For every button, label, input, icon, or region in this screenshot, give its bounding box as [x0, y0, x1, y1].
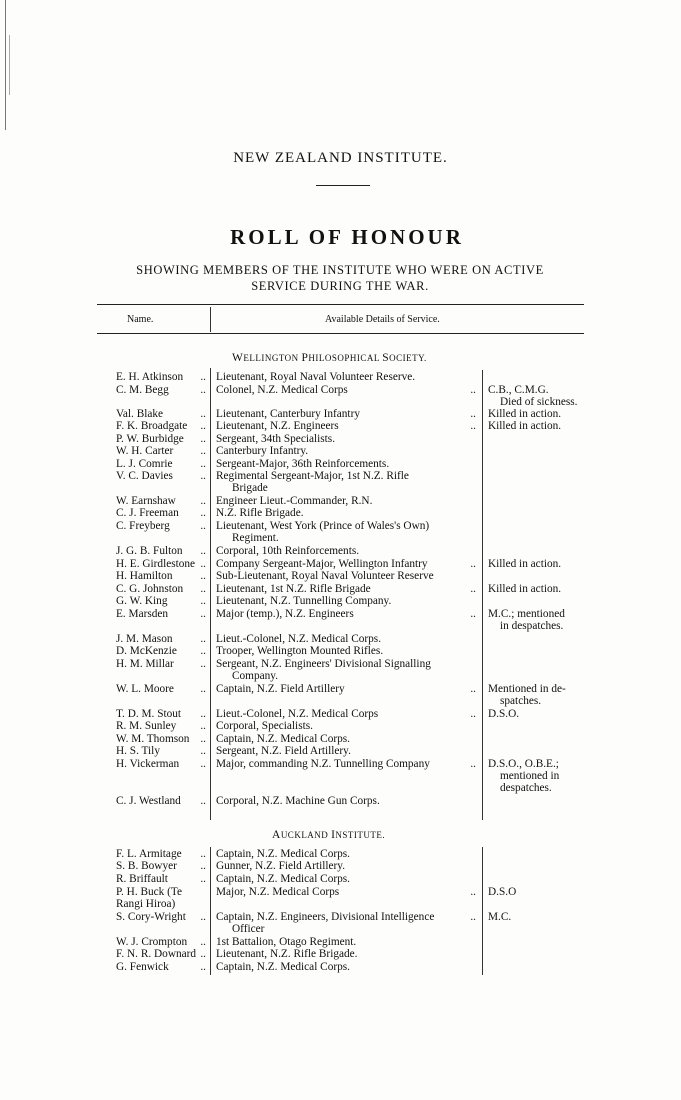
- section-title-rest: HILOSOPHICAL: [308, 353, 383, 363]
- leader-dots: ..: [470, 911, 476, 923]
- leader-dots: ..: [200, 758, 206, 770]
- leader-dots: ..: [200, 873, 206, 885]
- member-name: C. J. Westland: [116, 795, 181, 807]
- leader-dots: ..: [200, 608, 206, 620]
- service-details: Sergeant, N.Z. Engineers' Divisional Signalling: [216, 658, 431, 670]
- leader-dots: ..: [200, 633, 206, 645]
- leader-dots: ..: [470, 558, 476, 570]
- section-title-rest: ELLINGTON: [243, 353, 302, 363]
- leader-dots: ..: [200, 371, 206, 383]
- leader-dots: ..: [200, 645, 206, 657]
- service-details: Company Sergeant-Major, Wellington Infantry: [216, 558, 428, 570]
- leader-dots: ..: [200, 384, 206, 396]
- leader-dots: ..: [470, 683, 476, 695]
- member-name: V. C. Davies: [116, 470, 173, 482]
- service-details: Lieutenant, Canterbury Infantry: [216, 408, 360, 420]
- table-row-continued: [0, 482, 681, 495]
- table-row: [0, 645, 681, 658]
- leader-dots: ..: [200, 658, 206, 670]
- subtitle: [100, 262, 580, 294]
- member-name: T. D. M. Stout: [116, 708, 182, 720]
- remark: D.S.O., O.B.E.;: [488, 758, 559, 770]
- remark-continued: mentioned in: [500, 770, 560, 782]
- remark: Killed in action.: [488, 408, 562, 420]
- service-details: Gunner, N.Z. Field Artillery.: [216, 860, 346, 872]
- table-row: [0, 595, 681, 608]
- member-name: R. Briffault: [116, 873, 168, 885]
- leader-dots: ..: [200, 545, 206, 557]
- service-details: Corporal, N.Z. Machine Gun Corps.: [216, 795, 380, 807]
- leader-dots: ..: [200, 595, 206, 607]
- leader-dots: ..: [200, 583, 206, 595]
- service-details: Captain, N.Z. Medical Corps.: [216, 848, 350, 860]
- member-name: S. Cory-Wright: [116, 911, 186, 923]
- remark: Mentioned in de-: [488, 683, 566, 695]
- leader-dots: ..: [200, 720, 206, 732]
- service-details: 1st Battalion, Otago Regiment.: [216, 936, 357, 948]
- leader-dots: ..: [200, 558, 206, 570]
- table-row-continued: [0, 898, 681, 911]
- member-name: C. M. Begg: [116, 384, 169, 396]
- member-name: F. K. Broadgate: [116, 420, 188, 432]
- remark: D.S.O: [488, 886, 517, 898]
- service-details: Canterbury Infantry.: [216, 445, 309, 457]
- service-details: Regimental Sergeant-Major, 1st N.Z. Rifle: [216, 470, 409, 482]
- member-name: H. E. Girdlestone: [116, 558, 196, 570]
- remark: C.B., C.M.G.: [488, 384, 549, 396]
- header-column-divider: [210, 307, 211, 332]
- service-details: Sergeant, 34th Specialists.: [216, 433, 336, 445]
- member-name: H. Vickerman: [116, 758, 180, 770]
- member-name: P. H. Buck (Te: [116, 886, 183, 898]
- table-row: [0, 860, 681, 873]
- service-details: Captain, N.Z. Engineers, Divisional Intelligence: [216, 911, 435, 923]
- table-top-rule: [97, 304, 584, 305]
- leader-dots: ..: [200, 433, 206, 445]
- leader-dots: ..: [470, 384, 476, 396]
- section-title-initial: I: [331, 829, 336, 841]
- table-row: [0, 961, 681, 974]
- remark: Killed in action.: [488, 558, 562, 570]
- leader-dots: ..: [200, 570, 206, 582]
- member-name: L. J. Comrie: [116, 458, 173, 470]
- name-column-header: Name.: [127, 314, 154, 325]
- service-details: Lieutenant, N.Z. Engineers: [216, 420, 339, 432]
- leader-dots: ..: [470, 886, 476, 898]
- service-details-continued: Officer: [232, 923, 265, 935]
- section-title-initial: W: [232, 352, 244, 364]
- service-details: Major (temp.), N.Z. Engineers: [216, 608, 354, 620]
- service-details: Lieut.-Colonel, N.Z. Medical Corps.: [216, 633, 382, 645]
- table-row-continued: [0, 620, 681, 633]
- section-title: [232, 352, 427, 364]
- table-row: [0, 420, 681, 433]
- remark-continued: despatches.: [500, 782, 552, 794]
- leader-dots: ..: [200, 948, 206, 960]
- table-row-continued: [0, 695, 681, 708]
- service-details: Sergeant-Major, 36th Reinforcements.: [216, 458, 390, 470]
- table-row: [0, 545, 681, 558]
- member-name: Val. Blake: [116, 408, 164, 420]
- remark-continued: Died of sickness.: [500, 396, 578, 408]
- service-details: Lieutenant, N.Z. Tunnelling Company.: [216, 595, 392, 607]
- service-details: Captain, N.Z. Medical Corps.: [216, 873, 350, 885]
- service-details: N.Z. Rifle Brigade.: [216, 507, 304, 519]
- service-details: Lieutenant, N.Z. Rifle Brigade.: [216, 948, 358, 960]
- service-details: Sub-Lieutenant, Royal Naval Volunteer Reserve: [216, 570, 434, 582]
- service-details-continued: Brigade: [232, 482, 268, 494]
- section-title-rest: UCKLAND: [280, 830, 332, 840]
- service-details: Corporal, 10th Reinforcements.: [216, 545, 360, 557]
- leader-dots: ..: [200, 445, 206, 457]
- member-name: C. G. Johnston: [116, 583, 184, 595]
- service-details: Lieut.-Colonel, N.Z. Medical Corps: [216, 708, 379, 720]
- section-title-initial: P: [301, 352, 309, 364]
- member-name: P. W. Burbidge: [116, 433, 184, 445]
- service-details: Sergeant, N.Z. Field Artillery.: [216, 745, 351, 757]
- member-name: G. W. King: [116, 595, 168, 607]
- service-details: Captain, N.Z. Field Artillery: [216, 683, 345, 695]
- member-name: J. G. B. Fulton: [116, 545, 183, 557]
- table-row-continued: [0, 782, 681, 795]
- leader-dots: ..: [200, 745, 206, 757]
- leader-dots: ..: [200, 911, 206, 923]
- table-row-continued: [0, 532, 681, 545]
- leader-dots: ..: [200, 795, 206, 807]
- member-name: W. J. Crompton: [116, 936, 188, 948]
- table-header-rule: [97, 333, 584, 334]
- service-details: Lieutenant, Royal Naval Volunteer Reserve.: [216, 371, 416, 383]
- member-name: F. L. Armitage: [116, 848, 182, 860]
- leader-dots: ..: [470, 608, 476, 620]
- leader-dots: ..: [470, 408, 476, 420]
- leader-dots: ..: [200, 520, 206, 532]
- service-details: Lieutenant, West York (Prince of Wales's Own): [216, 520, 430, 532]
- member-name: H. Hamilton: [116, 570, 173, 582]
- leader-dots: ..: [200, 683, 206, 695]
- table-row: [0, 507, 681, 520]
- table-row-continued: [0, 923, 681, 936]
- leader-dots: ..: [200, 848, 206, 860]
- section-title-rest: NSTITUTE.: [335, 830, 386, 840]
- service-details: Trooper, Wellington Mounted Rifles.: [216, 645, 384, 657]
- institute-title: NEW ZEALAND INSTITUTE.: [233, 150, 448, 166]
- member-name: D. McKenzie: [116, 645, 177, 657]
- leader-dots: ..: [200, 495, 206, 507]
- member-name: C. J. Freeman: [116, 507, 179, 519]
- table-row: [0, 795, 681, 808]
- table-row: [0, 948, 681, 961]
- section-title-initial: S: [382, 352, 390, 364]
- remark: Killed in action.: [488, 420, 562, 432]
- member-name: W. H. Carter: [116, 445, 174, 457]
- subtitle-line-1: SHOWING MEMBERS OF THE INSTITUTE WHO WERE ON ACTIVE: [136, 263, 544, 277]
- remark: Killed in action.: [488, 583, 562, 595]
- member-name: E. H. Atkinson: [116, 371, 184, 383]
- section-title-initial: A: [272, 829, 281, 841]
- member-name: S. B. Bowyer: [116, 860, 177, 872]
- table-row: [0, 371, 681, 384]
- remark-continued: spatches.: [500, 695, 542, 707]
- leader-dots: ..: [200, 708, 206, 720]
- leader-dots: ..: [200, 420, 206, 432]
- remark: M.C.: [488, 911, 512, 923]
- leader-dots: ..: [200, 733, 206, 745]
- scan-edge-line: [5, 0, 6, 130]
- service-details-continued: Regiment.: [232, 532, 279, 544]
- leader-dots: ..: [200, 458, 206, 470]
- service-details: Captain, N.Z. Medical Corps.: [216, 961, 350, 973]
- member-name: H. M. Millar: [116, 658, 174, 670]
- service-details: Corporal, Specialists.: [216, 720, 313, 732]
- member-name: C. Freyberg: [116, 520, 170, 532]
- service-details: Major, commanding N.Z. Tunnelling Company: [216, 758, 430, 770]
- service-details-continued: Company.: [232, 670, 279, 682]
- table-row: [0, 873, 681, 886]
- remark: M.C.; mentioned: [488, 608, 565, 620]
- service-details: Major, N.Z. Medical Corps: [216, 886, 340, 898]
- section-title-rest: OCIETY.: [389, 353, 427, 363]
- details-column-header: Available Details of Service.: [325, 314, 440, 325]
- service-details: Captain, N.Z. Medical Corps.: [216, 733, 350, 745]
- leader-dots: ..: [470, 758, 476, 770]
- table-row: [0, 570, 681, 583]
- table-row: [0, 720, 681, 733]
- member-name: J. M. Mason: [116, 633, 173, 645]
- leader-dots: ..: [200, 507, 206, 519]
- service-details: Colonel, N.Z. Medical Corps: [216, 384, 348, 396]
- service-details: Engineer Lieut.-Commander, R.N.: [216, 495, 373, 507]
- leader-dots: ..: [200, 860, 206, 872]
- member-name: H. S. Tily: [116, 745, 160, 757]
- member-name: W. Earnshaw: [116, 495, 176, 507]
- leader-dots: ..: [470, 420, 476, 432]
- section-title: [272, 829, 385, 841]
- leader-dots: ..: [470, 583, 476, 595]
- leader-dots: ..: [200, 961, 206, 973]
- member-name: G. Fenwick: [116, 961, 169, 973]
- member-name: R. M. Sunley: [116, 720, 177, 732]
- table-row: [0, 745, 681, 758]
- member-name: W. L. Moore: [116, 683, 174, 695]
- remark-continued: in despatches.: [500, 620, 564, 632]
- member-name-continued: Rangi Hiroa): [116, 898, 176, 910]
- leader-dots: ..: [470, 708, 476, 720]
- leader-dots: ..: [200, 470, 206, 482]
- member-name: E. Marsden: [116, 608, 169, 620]
- subtitle-line-2: SERVICE DURING THE WAR.: [251, 279, 429, 293]
- table-row: [0, 445, 681, 458]
- remark: D.S.O.: [488, 708, 520, 720]
- member-name: F. N. R. Downard: [116, 948, 197, 960]
- service-details: Lieutenant, 1st N.Z. Rifle Brigade: [216, 583, 371, 595]
- roll-of-honour-title: ROLL OF HONOUR: [230, 225, 464, 249]
- table-row-continued: [0, 670, 681, 683]
- title-divider: [316, 185, 370, 186]
- scan-edge-line: [9, 35, 10, 95]
- leader-dots: ..: [200, 936, 206, 948]
- member-name: W. M. Thomson: [116, 733, 190, 745]
- leader-dots: ..: [200, 408, 206, 420]
